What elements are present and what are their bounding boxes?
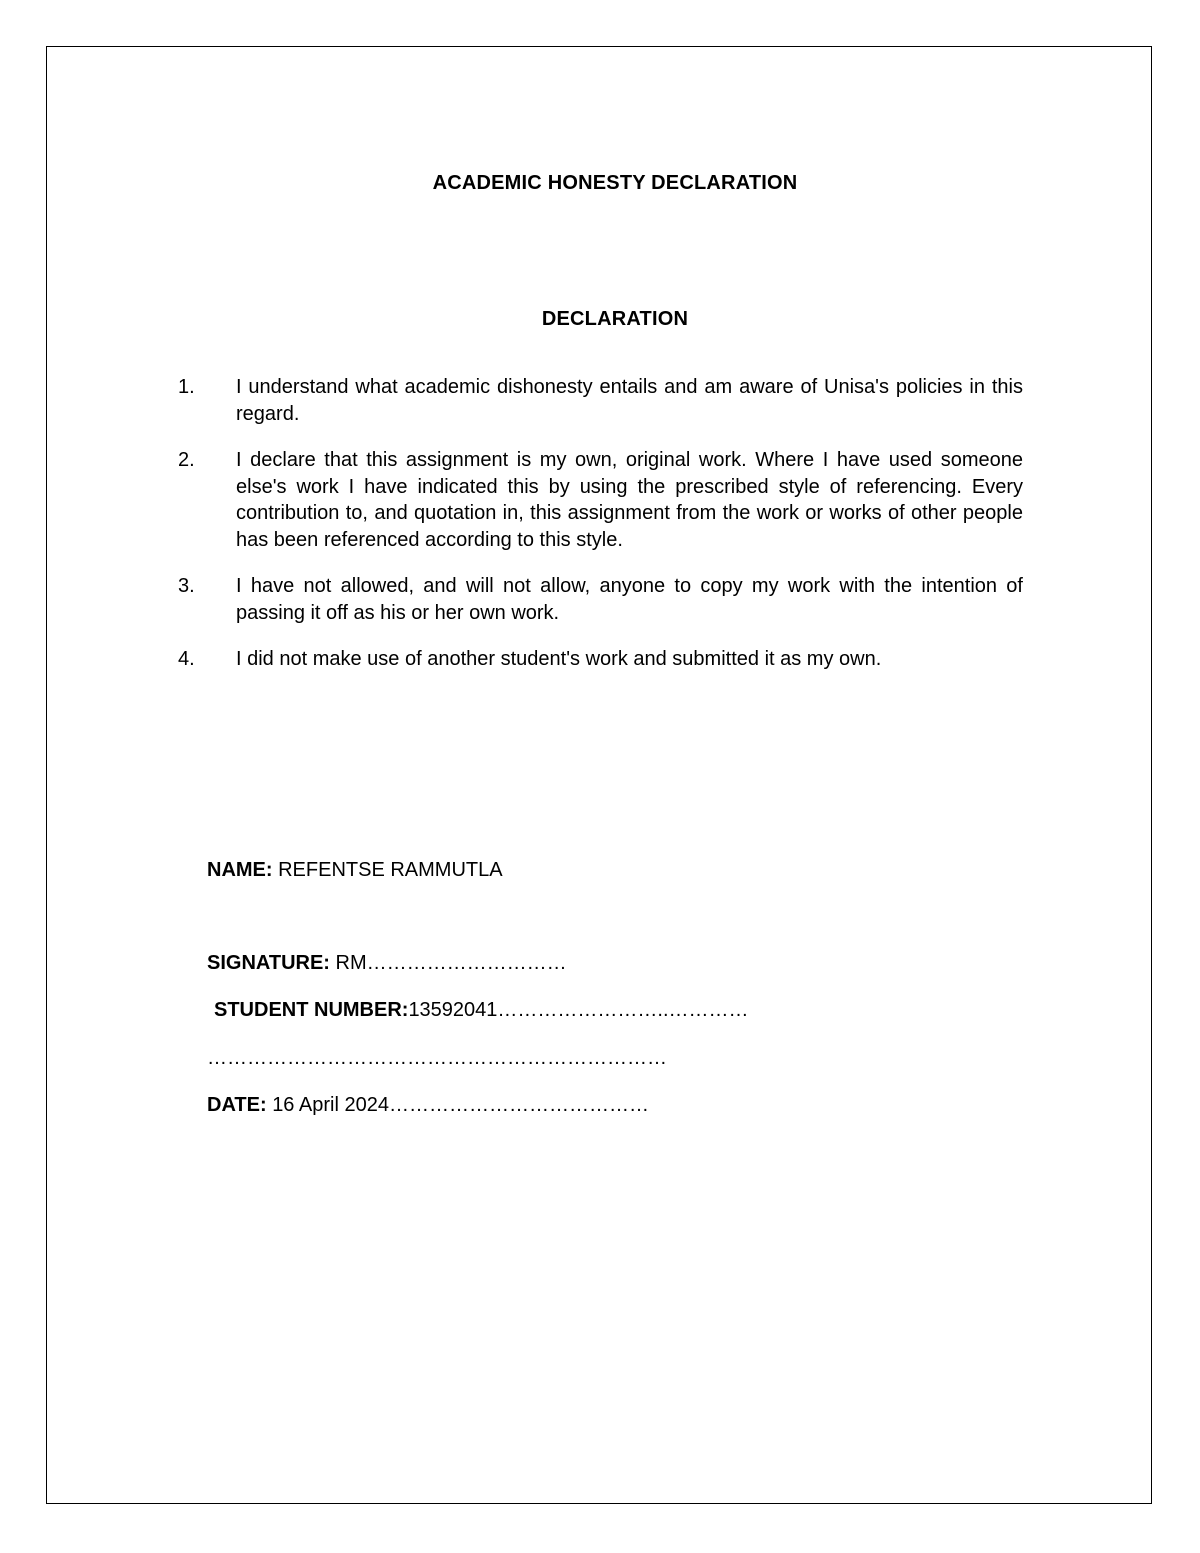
student-number-label: STUDENT NUMBER: — [214, 999, 409, 1021]
document-title: ACADEMIC HONESTY DECLARATION — [432, 172, 798, 194]
name-label: NAME: — [207, 859, 273, 881]
date-label: DATE: — [207, 1094, 267, 1116]
declaration-list — [178, 374, 1023, 693]
page-border — [46, 46, 1152, 1504]
signature-field — [207, 950, 567, 976]
student-number-field — [214, 997, 749, 1023]
date-value: 16 April 2024………………………………… — [272, 1094, 649, 1116]
signature-label: SIGNATURE: — [207, 952, 330, 974]
item-text: I declare that this assignment is my own, original work. Where I have used someone else's work I have indicated this by using the prescribed style of referencing. Every contribution to, and quotation in, this assignment from the work or works of other people has been referenced according to this style. — [236, 449, 1023, 551]
date-field — [207, 1092, 649, 1118]
name-value: REFENTSE RAMMUTLA — [278, 859, 503, 881]
declaration-item-2 — [178, 447, 1023, 553]
item-number: 4. — [178, 648, 195, 670]
declaration-item-4 — [178, 646, 1023, 673]
signature-value: RM………………………… — [335, 952, 567, 974]
item-number: 3. — [178, 575, 195, 597]
declaration-item-3 — [178, 573, 1023, 626]
name-field — [207, 857, 503, 883]
item-text: I have not allowed, and will not allow, anyone to copy my work with the intention of passing it off as his or her own work. — [236, 575, 1023, 624]
item-number: 1. — [178, 376, 195, 398]
item-text: I understand what academic dishonesty entails and am aware of Unisa's policies in this regard. — [236, 376, 1023, 425]
item-text: I did not make use of another student's work and submitted it as my own. — [236, 648, 882, 670]
declaration-item-1 — [178, 374, 1023, 427]
item-number: 2. — [178, 449, 195, 471]
student-number-value: 13592041……………………..………… — [408, 999, 749, 1021]
section-title: DECLARATION — [541, 308, 689, 330]
dotted-line: …………………………………………………………… — [207, 1047, 667, 1069]
